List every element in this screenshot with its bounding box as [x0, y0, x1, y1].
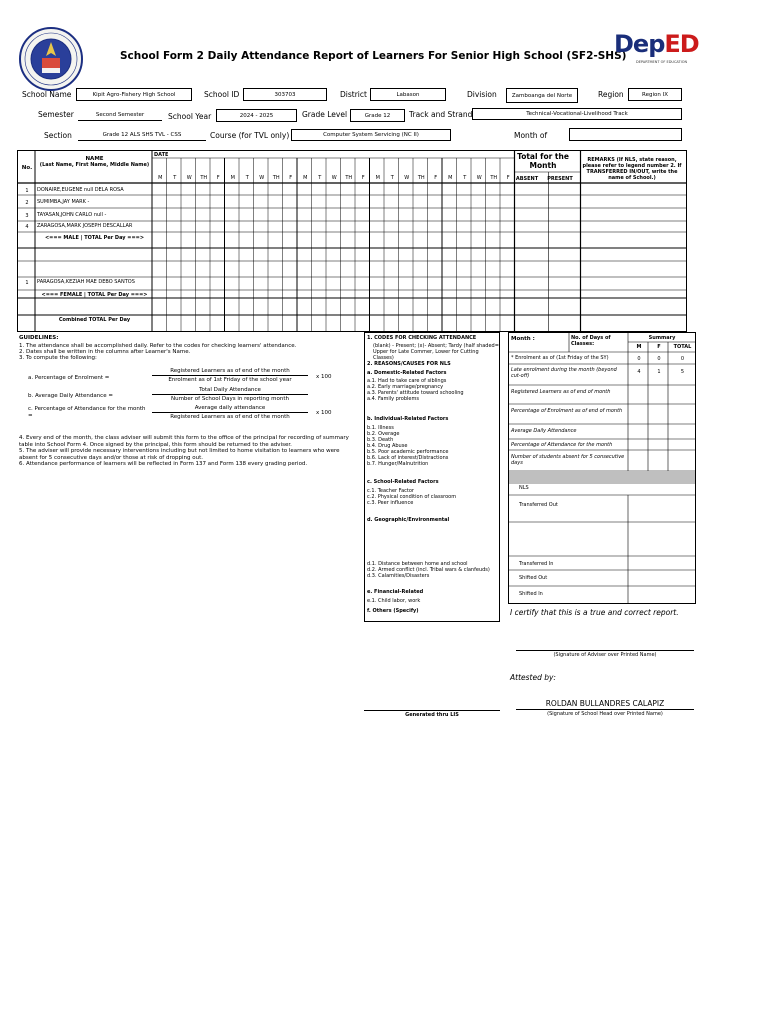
code-item: d.3. Calamities/Disasters — [367, 573, 430, 579]
transferred-in-label: Transferred In — [519, 561, 554, 567]
learner-name[interactable]: ZARAGOSA,MARK JOSEPH DESCALLAR — [37, 223, 133, 229]
semester-field[interactable]: Second Semester — [78, 109, 162, 121]
attendance-table — [17, 150, 687, 332]
course-label: Course (for TVL only) — [210, 131, 290, 140]
col-no-header: No. — [21, 165, 33, 171]
day-letter: M — [375, 175, 380, 181]
summary-m-header: M — [636, 344, 642, 350]
late-enrolment-label: Late enrolment during the month (beyond cut-off) — [511, 367, 617, 379]
learner-name[interactable]: TAYASAN,JOHN CARLO null - — [37, 212, 107, 218]
code-item: c.3. Peer influence — [367, 500, 414, 506]
code-item: e.1. Child labor, work — [367, 598, 421, 604]
day-letter: F — [361, 175, 365, 181]
deped-logo-subtitle: DEPARTMENT OF EDUCATION — [636, 60, 688, 64]
day-letter: TH — [272, 175, 280, 181]
day-letter: F — [289, 175, 293, 181]
school-name-label: School Name — [22, 90, 72, 99]
domestic-items — [367, 378, 464, 402]
school-factors-items — [367, 488, 456, 506]
day-letter: M — [448, 175, 453, 181]
summary-value: 0 — [637, 356, 641, 362]
formula-b-label: b. Average Daily Attendance = — [28, 393, 113, 399]
day-letter: TH — [490, 175, 498, 181]
school-id-field[interactable]: 303703 — [243, 88, 327, 101]
summary-value: 4 — [637, 369, 641, 375]
registered-label: Registered Learners as of end of month — [511, 389, 611, 395]
division-field[interactable]: Zamboanga del Norte — [506, 88, 578, 103]
month-of-label: Month of — [514, 131, 548, 140]
learner-name[interactable]: DONAIRE,EUGENE null DELA ROSA — [37, 187, 124, 193]
guideline-2: 2. Dates shall be written in the columns after Learner's Name. — [19, 349, 191, 355]
school-year-label: School Year — [168, 112, 212, 121]
date-header: DATE — [154, 152, 169, 158]
deped-logo-left: Dep — [614, 30, 665, 58]
geographic-title: d. Geographic/Environmental — [367, 517, 450, 523]
formula-c-numerator: Average daily attendance — [152, 405, 308, 413]
semester-label: Semester — [38, 110, 74, 119]
code-item: b.7. Hunger/Malnutrition — [367, 461, 429, 467]
generated-line — [364, 710, 500, 711]
section-field[interactable]: Grade 12 ALS SHS TVL - CSS — [78, 129, 206, 141]
day-letter: TH — [417, 175, 425, 181]
month-of-field[interactable] — [569, 128, 682, 141]
formula-c-denominator: Registered Learners as of end of the month — [170, 414, 290, 420]
formula-c-multiplier: x 100 — [316, 410, 332, 416]
ada-label: Average Daily Attendance — [511, 428, 577, 434]
day-letter: T — [318, 175, 322, 181]
school-factors-title: c. School-Related Factors — [367, 479, 439, 485]
total-row-label: <=== FEMALE | TOTAL Per Day ===> — [41, 292, 148, 298]
attested-label: Attested by: — [510, 673, 556, 682]
col-name-header: NAME — [85, 156, 104, 162]
summary-value: 1 — [657, 369, 661, 375]
guideline-6: 6. Attendance performance of learners will be reflected in Form 137 and Form 138 every grading period. — [19, 461, 308, 467]
col-name-subheader: (Last Name, First Name, Middle Name) — [39, 162, 150, 168]
code-item: b.6. Lack of interest/Distractions — [367, 455, 449, 461]
formula-a-label: a. Percentage of Enrolment = — [28, 375, 110, 381]
transferred-out-label: Transferred Out — [519, 502, 558, 508]
day-letter: M — [230, 175, 235, 181]
codes-text: (blank) - Present; (x)- Absent; Tardy (half shaded= Upper for Late Commer, Lower for Cutting Classes) — [373, 343, 499, 361]
day-letter: T — [245, 175, 249, 181]
day-letter: T — [390, 175, 394, 181]
formula-c-label: c. Percentage of Attendance for the month — [28, 406, 146, 412]
code-item: b.2. Overage — [367, 431, 400, 437]
individual-title: b. Individual-Related Factors — [367, 416, 449, 422]
code-item: a.2. Early marriage/pregnancy — [367, 384, 444, 390]
code-item: a.1. Had to take care of siblings — [367, 378, 447, 384]
grade-level-label: Grade Level — [302, 110, 348, 119]
guidelines-title: GUIDELINES: — [19, 335, 59, 341]
school-year-field[interactable]: 2024 - 2025 — [216, 109, 297, 122]
others-title: f. Others (Specify) — [367, 608, 419, 614]
shifted-in-label: Shifted In — [519, 591, 543, 597]
adviser-signature-line[interactable] — [516, 650, 694, 651]
adviser-signature-caption: (Signature of Adviser over Printed Name) — [553, 652, 657, 658]
guideline-1: 1. The attendance shall be accomplished daily. Refer to the codes for checking learners' attendance. — [19, 343, 297, 349]
school-head-name: ROLDAN BULLANDRES CALAPIZ — [545, 699, 665, 708]
formula-a-multiplier: x 100 — [316, 374, 332, 380]
guideline-5: 5. The adviser will provide necessary interventions including but not limited to home visitation to learners who were absent for 5 consecutive days and/or those at risk of dropping out. — [19, 448, 340, 461]
code-item: a.4. Family problems — [367, 396, 419, 402]
learner-row-number: 2 — [25, 200, 29, 206]
code-item: d.2. Armed conflict (incl. Tribal wars & clanfeuds) — [367, 567, 490, 573]
grade-level-field[interactable]: Grade 12 — [350, 109, 405, 122]
summary-value: 5 — [680, 369, 685, 375]
guideline-3: 3. To compute the following: — [19, 355, 97, 361]
certify-text: I certify that this is a true and correct report. — [510, 608, 679, 617]
deped-logo — [614, 30, 699, 72]
present-header: PRESENT — [547, 176, 573, 182]
summary-total-header: TOTAL — [673, 344, 692, 350]
learner-name[interactable]: PARAGOSA,KEZIAH MAE DEBO SANTOS — [37, 279, 135, 285]
summary-days-label: No. of Days of Classes: — [571, 335, 611, 347]
total-month-header: Total for the Month — [517, 152, 569, 170]
learner-row-number: 4 — [25, 224, 29, 230]
division-label: Division — [467, 90, 497, 99]
summary-f-header: F — [657, 344, 661, 350]
formula-c-equals: = — [28, 413, 33, 419]
formula-b-denominator: Number of School Days in reporting month — [170, 396, 290, 402]
day-letter: M — [158, 175, 163, 181]
day-letter: F — [434, 175, 438, 181]
code-item: b.5. Poor academic performance — [367, 449, 449, 455]
region-field[interactable]: Region IX — [628, 88, 682, 101]
summary-value: 0 — [680, 356, 685, 362]
code-item: c.1. Teacher Factor — [367, 488, 414, 494]
pct-enrolment-label: Percentage of Enrolment as of end of month — [511, 408, 623, 414]
formula-b-numerator: Total Daily Attendance — [152, 387, 308, 395]
generated-label: Generated thru LIS — [405, 712, 459, 718]
code-item: c.2. Physical condition of classroom — [367, 494, 457, 500]
day-letter: F — [506, 175, 510, 181]
summary-label: Summary — [648, 335, 676, 341]
geographic-items — [367, 561, 490, 579]
code-item: b.3. Death — [367, 437, 394, 443]
region-label: Region — [598, 90, 624, 99]
day-letter: W — [476, 175, 482, 181]
district-label: District — [340, 90, 367, 99]
enrolment-label: * Enrolment as of (1st Friday of the SY) — [511, 355, 609, 361]
summary-shaded-row — [509, 471, 695, 483]
financial-items — [367, 598, 420, 604]
day-letter: W — [331, 175, 337, 181]
learner-name[interactable]: SUMIMBA,JAY MARK - — [37, 199, 90, 205]
code-item: a.3. Parents' attitude toward schooling — [367, 390, 464, 396]
summary-value: 0 — [657, 356, 661, 362]
domestic-title: a. Domestic-Related Factors — [367, 370, 447, 376]
guideline-4: 4. Every end of the month, the class adviser will submit this form to the office of the principal for recording of summary table into School Form 4. Once signed by the principal, this form should be returned to the adviser. — [19, 435, 349, 448]
nls-label: NLS — [519, 485, 529, 491]
nls-reasons-title: 2. REASONS/CAUSES FOR NLS — [367, 361, 451, 367]
section-label: Section — [44, 131, 72, 140]
code-item: b.4. Drug Abuse — [367, 443, 408, 449]
form-title: School Form 2 Daily Attendance Report of Learners For Senior High School (SF2-SHS) — [120, 50, 627, 62]
learner-row-number: 1 — [25, 280, 29, 286]
absent-header: ABSENT — [515, 176, 539, 182]
day-letter: TH — [345, 175, 353, 181]
shifted-out-label: Shifted Out — [519, 575, 548, 581]
course-field[interactable]: Computer System Servicing (NC II) — [291, 129, 451, 141]
day-letter: M — [303, 175, 308, 181]
remarks-header: REMARKS (If NLS, state reason, please refer to legend number 2. If TRANSFERRED IN/OUT, write the name of School.) — [582, 157, 682, 181]
day-letter: T — [463, 175, 467, 181]
district-field[interactable]: Labason — [370, 88, 446, 101]
summary-table — [508, 332, 696, 604]
absent-5days-label: Number of students absent for 5 consecutive days — [511, 454, 625, 466]
individual-items — [367, 425, 448, 467]
code-item: b.1. Illness — [367, 425, 394, 431]
financial-title: e. Financial-Related — [367, 589, 424, 595]
day-letter: T — [173, 175, 177, 181]
formula-a-numerator: Registered Learners as of end of the month — [152, 368, 308, 376]
codes-panel — [364, 332, 500, 622]
total-row-label: <=== MALE | TOTAL Per Day ===> — [44, 235, 145, 241]
codes-title: 1. CODES FOR CHECKING ATTENDANCE — [367, 335, 477, 341]
learner-row-number: 3 — [25, 213, 29, 219]
pct-attendance-label: Percentage of Attendance for the month — [511, 442, 613, 448]
day-letter: W — [186, 175, 192, 181]
day-letter: W — [259, 175, 265, 181]
deped-logo-right: ED — [664, 30, 699, 58]
learner-row-number: 1 — [25, 188, 29, 194]
deped-seal-icon — [18, 26, 84, 92]
track-strand-label: Track and Strand — [409, 110, 473, 119]
day-letter: TH — [200, 175, 208, 181]
head-signature-line[interactable] — [516, 709, 694, 710]
code-item: d.1. Distance between home and school — [367, 561, 468, 567]
day-letter: F — [216, 175, 220, 181]
school-name-field[interactable]: Kipit Agro-Fishery High School — [76, 88, 192, 101]
day-letter: W — [404, 175, 410, 181]
summary-month-label: Month : — [511, 336, 535, 342]
total-row-label: Combined TOTAL Per Day — [58, 317, 131, 323]
head-signature-caption: (Signature of School Head over Printed Name) — [547, 711, 663, 717]
track-strand-field[interactable]: Technical-Vocational-Livelihood Track — [472, 108, 682, 120]
school-id-label: School ID — [204, 90, 240, 99]
formula-a-denominator: Enrolment as of 1st Friday of the school year — [168, 377, 292, 383]
